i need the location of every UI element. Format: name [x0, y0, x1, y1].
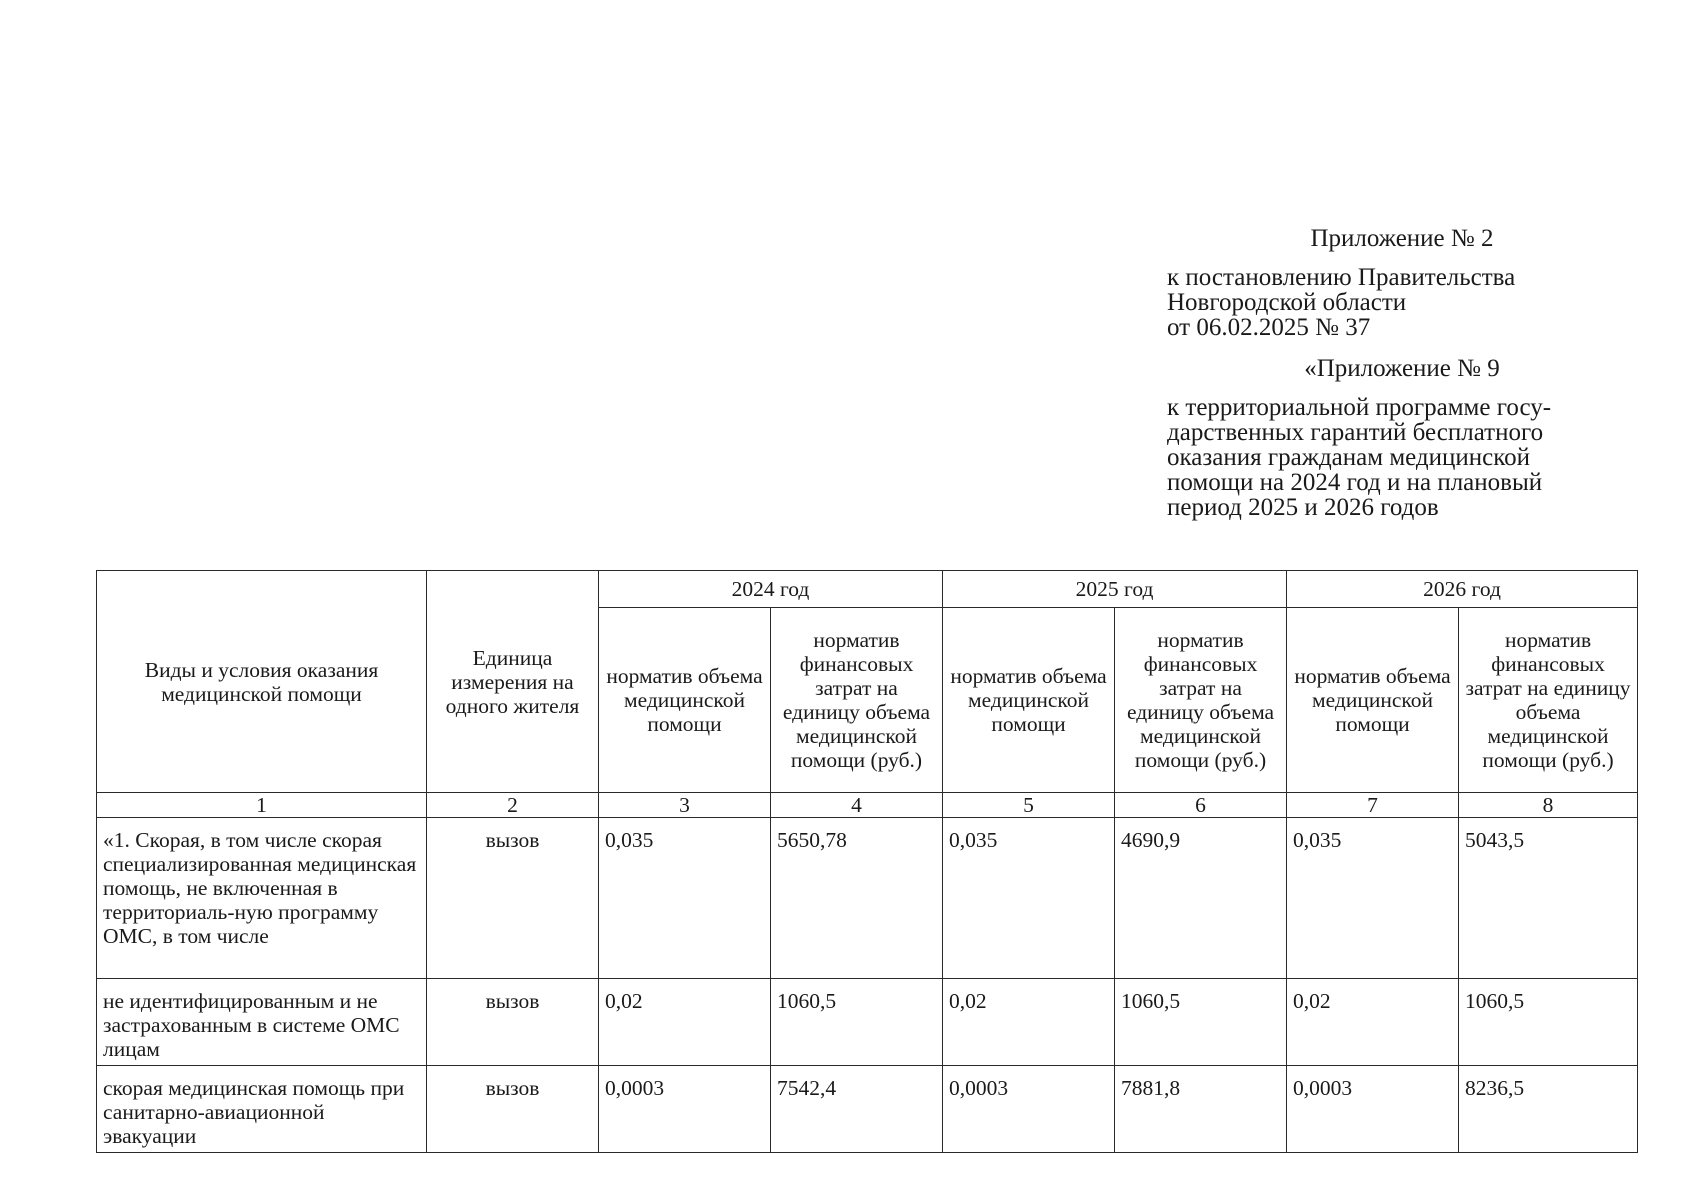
value-cell: 0,02 [943, 979, 1115, 1066]
appendix-title: Приложение № 2 [1310, 225, 1494, 252]
value-cell: 7542,4 [771, 1066, 943, 1153]
care-type-cell: скорая медицинская помощь при санитарно-авиационной эвакуации [97, 1066, 427, 1153]
decree-line: к постановлению Правительства [1167, 264, 1516, 291]
header-volume-norm: норматив объема медицинской помощи [943, 608, 1115, 793]
header-volume-norm: норматив объема медицинской помощи [1287, 608, 1459, 793]
value-cell: 1060,5 [1115, 979, 1287, 1066]
value-cell: 0,0003 [599, 1066, 771, 1153]
table-row [97, 1066, 1638, 1153]
program-line: к территориальной программе госу- [1167, 394, 1552, 421]
program-line: оказания гражданам медицинской [1167, 444, 1531, 471]
header-cost-norm: норматив финансовых затрат на единицу объема медицинской помощи (руб.) [1459, 608, 1638, 793]
value-cell: 1060,5 [771, 979, 943, 1066]
value-cell: 4690,9 [1115, 818, 1287, 979]
column-number: 6 [1115, 793, 1287, 818]
program-line: дарственных гарантий бесплатного [1167, 419, 1544, 446]
header-year-2026: 2026 год [1287, 571, 1638, 608]
column-number: 8 [1459, 793, 1638, 818]
column-number: 4 [771, 793, 943, 818]
appendix-header [1167, 226, 1637, 520]
unit-cell: вызов [427, 979, 599, 1066]
header-care-type: Виды и условия оказания медицинской помощи [97, 571, 427, 793]
value-cell: 8236,5 [1459, 1066, 1638, 1153]
header-year-2025: 2025 год [943, 571, 1287, 608]
header-year-2024: 2024 год [599, 571, 943, 608]
column-number: 2 [427, 793, 599, 818]
column-number: 3 [599, 793, 771, 818]
value-cell: 0,035 [1287, 818, 1459, 979]
decree-line: от 06.02.2025 № 37 [1167, 314, 1371, 341]
program-line: помощи на 2024 год и на плановый [1167, 469, 1543, 496]
decree-reference [1167, 265, 1637, 340]
table-row [97, 818, 1638, 979]
decree-line: Новгородской области [1167, 289, 1407, 316]
value-cell: 5650,78 [771, 818, 943, 979]
care-type-cell: «1. Скорая, в том числе скорая специализированная медицинская помощь, не включенная в территориаль-ную программу ОМС, в том числе [97, 818, 427, 979]
program-appendix-title: «Приложение № 9 [1304, 355, 1500, 382]
value-cell: 0,02 [1287, 979, 1459, 1066]
header-volume-norm: норматив объема медицинской помощи [599, 608, 771, 793]
header-cost-norm: норматив финансовых затрат на единицу объема медицинской помощи (руб.) [1115, 608, 1287, 793]
value-cell: 0,0003 [1287, 1066, 1459, 1153]
unit-cell: вызов [427, 1066, 599, 1153]
care-type-cell: не идентифицированным и не застрахованным в системе ОМС лицам [97, 979, 427, 1066]
value-cell: 0,02 [599, 979, 771, 1066]
unit-cell: вызов [427, 818, 599, 979]
value-cell: 0,035 [599, 818, 771, 979]
header-unit: Единица измерения на одного жителя [427, 571, 599, 793]
value-cell: 0,035 [943, 818, 1115, 979]
column-number: 1 [97, 793, 427, 818]
column-number: 5 [943, 793, 1115, 818]
program-line: период 2025 и 2026 годов [1167, 494, 1439, 521]
value-cell: 7881,8 [1115, 1066, 1287, 1153]
value-cell: 5043,5 [1459, 818, 1638, 979]
table-row [97, 979, 1638, 1066]
header-cost-norm: норматив финансовых затрат на единицу объема медицинской помощи (руб.) [771, 608, 943, 793]
value-cell: 0,0003 [943, 1066, 1115, 1153]
value-cell: 1060,5 [1459, 979, 1638, 1066]
program-reference [1167, 395, 1637, 520]
norms-table [96, 570, 1638, 1153]
column-number: 7 [1287, 793, 1459, 818]
